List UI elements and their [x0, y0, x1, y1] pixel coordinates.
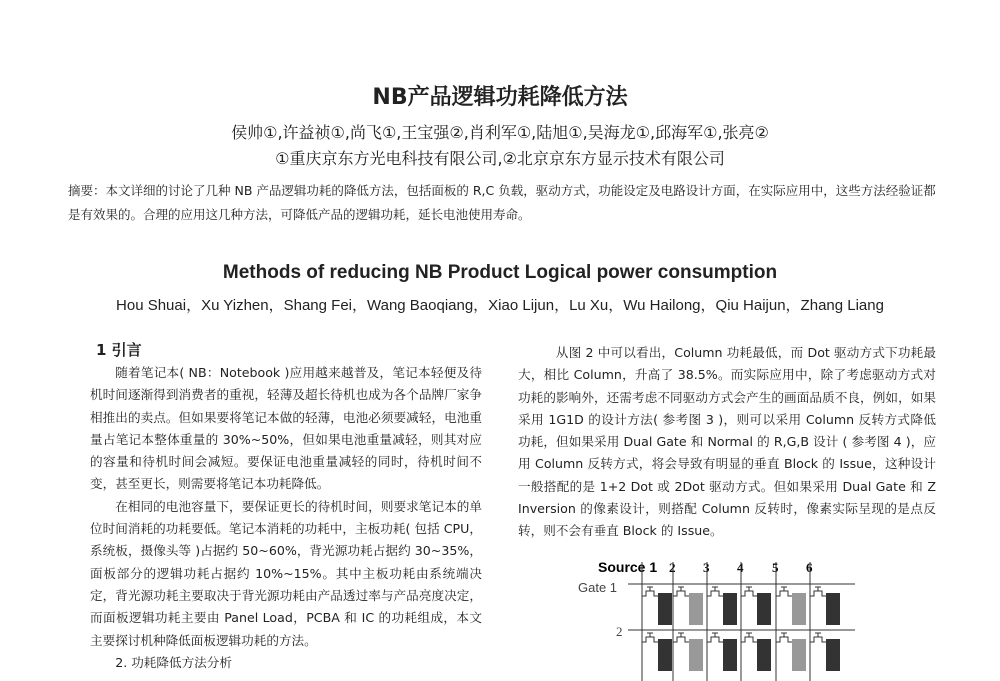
tft-switch — [707, 633, 725, 642]
section-heading: 1 引言 — [96, 341, 142, 359]
gate2-label: 2 — [616, 624, 623, 639]
pixel-electrode — [689, 639, 703, 671]
tft-switch — [642, 633, 660, 642]
tft-switch — [673, 633, 691, 642]
english-authors: Hou Shuai，Xu Yizhen，Shang Fei，Wang Baoqiang，Xiao Lijun，Lu Xu，Wu Hailong，Qiu Haijun，Zhang Liang — [116, 297, 884, 314]
paragraph: 随着笔记本( NB：Notebook )应用越来越普及，笔记本轻便及待机时间逐渐得到消费者的重视，轻薄及超长待机也成为各个品牌厂家争相推出的卖点。但如果要将笔记本做的轻薄，电池必须要减轻，电池重量占笔记本整体重量的 30%~50%，但如果电池重量减轻，则其对应的容量和待机时间会减短。要保证电池重量减轻的同时，待机时间不变，甚至更长，则需要将笔记本功耗降低。 — [90, 365, 482, 492]
tft-switch — [707, 587, 725, 596]
paragraph: 从图 2 中可以看出，Column 功耗最低，而 Dot 驱动方式下功耗最大，相比 Column，升高了 38.5%。而实际应用中，除了考虑驱动方式对功耗的影响外，还需考虑不同驱动方式会产生的画面品质不良，例如，如果采用 1G1D 的设计方法( 参考图 3 )，则可以采用 Column 反转方式降低功耗，但如果采用 Dual Gate 和 Normal 的 R,G,B 设计 ( 参考图 4 )，应用 Column 反转方式，将会导致有明显的垂直 Block 的 Issue，这种设计一般搭配的是 1+2 Dot 或 2Dot 驱动方式。但如果采用 Dual Gate 和 Z Inversion 的像素设计，则搭配 Column 反转时，像素实际呈现的是点反转，则不会有垂直 Block 的 Issue。 — [518, 345, 936, 539]
pixel-electrode — [792, 639, 806, 671]
pixel-electrode — [792, 593, 806, 625]
source-number: 2 — [669, 560, 676, 575]
pixel-electrode — [689, 593, 703, 625]
source-label: Source 1 — [598, 559, 658, 575]
paper-title: NB产品逻辑功耗降低方法 — [372, 85, 628, 110]
tft-switch — [810, 633, 828, 642]
pixel-electrode — [723, 593, 737, 625]
author-list: 侯帅①,许益祯①,尚飞①,王宝强②,肖利军①,陆旭①,吴海龙①,邱海军①,张亮② — [231, 123, 769, 142]
paragraph: 在相同的电池容量下，要保证更长的待机时间，则要求笔记本的单位时间消耗的功耗要低。笔记本消耗的功耗中，主板功耗( 包括 CPU，系统板，摄像头等 )占据约 50~60%，背光源功耗占据约 30~35%，面板部分的逻辑功耗占据约 10%~15%。其中主板功耗由系统端决定，背光源功耗主要取决于背光源功耗由产品透过率与产品亮度决定，而面板逻辑功耗主要由 Panel Load，PCBA 和 IC 的功耗组成，本文主要探讨机种降低面板逻辑功耗的方法。 — [90, 498, 482, 648]
pixel-electrode — [757, 639, 771, 671]
pixel-circuit-figure — [560, 550, 870, 681]
tft-switch — [810, 587, 828, 596]
tft-switch — [673, 587, 691, 596]
source-number: 4 — [737, 560, 744, 575]
gate-label: Gate 1 — [578, 580, 618, 595]
affiliations: ①重庆京东方光电科技有限公司,②北京京东方显示技术有限公司 — [275, 149, 725, 168]
english-title: Methods of reducing NB Product Logical power consumption — [222, 262, 778, 283]
left-column — [90, 338, 482, 674]
tft-switch — [741, 633, 759, 642]
pixel-electrode — [658, 593, 672, 625]
pixel-electrode — [826, 639, 840, 671]
source-number: 5 — [772, 560, 779, 575]
tft-switch — [776, 587, 794, 596]
tft-switch — [776, 633, 794, 642]
subsection-heading: 2. 功耗降低方法分析 — [115, 654, 232, 670]
abstract: 摘要：本文详细的讨论了几种 NB 产品逻辑功耗的降低方法，包括面板的 R,C 负载，驱动方式，功能设定及电路设计方面，在实际应用中，这些方法经验证都是有效果的。合理的应用这几种方法，可降低产品的逻辑功耗，延长电池使用寿命。 — [68, 183, 936, 222]
pixel-electrode — [723, 639, 737, 671]
tft-switch — [642, 587, 660, 596]
source-number: 3 — [703, 560, 710, 575]
source-number: 6 — [806, 560, 813, 575]
pixel-electrode — [757, 593, 771, 625]
tft-switch — [741, 587, 759, 596]
pixel-electrode — [658, 639, 672, 671]
right-column — [518, 342, 936, 543]
pixel-electrode — [826, 593, 840, 625]
